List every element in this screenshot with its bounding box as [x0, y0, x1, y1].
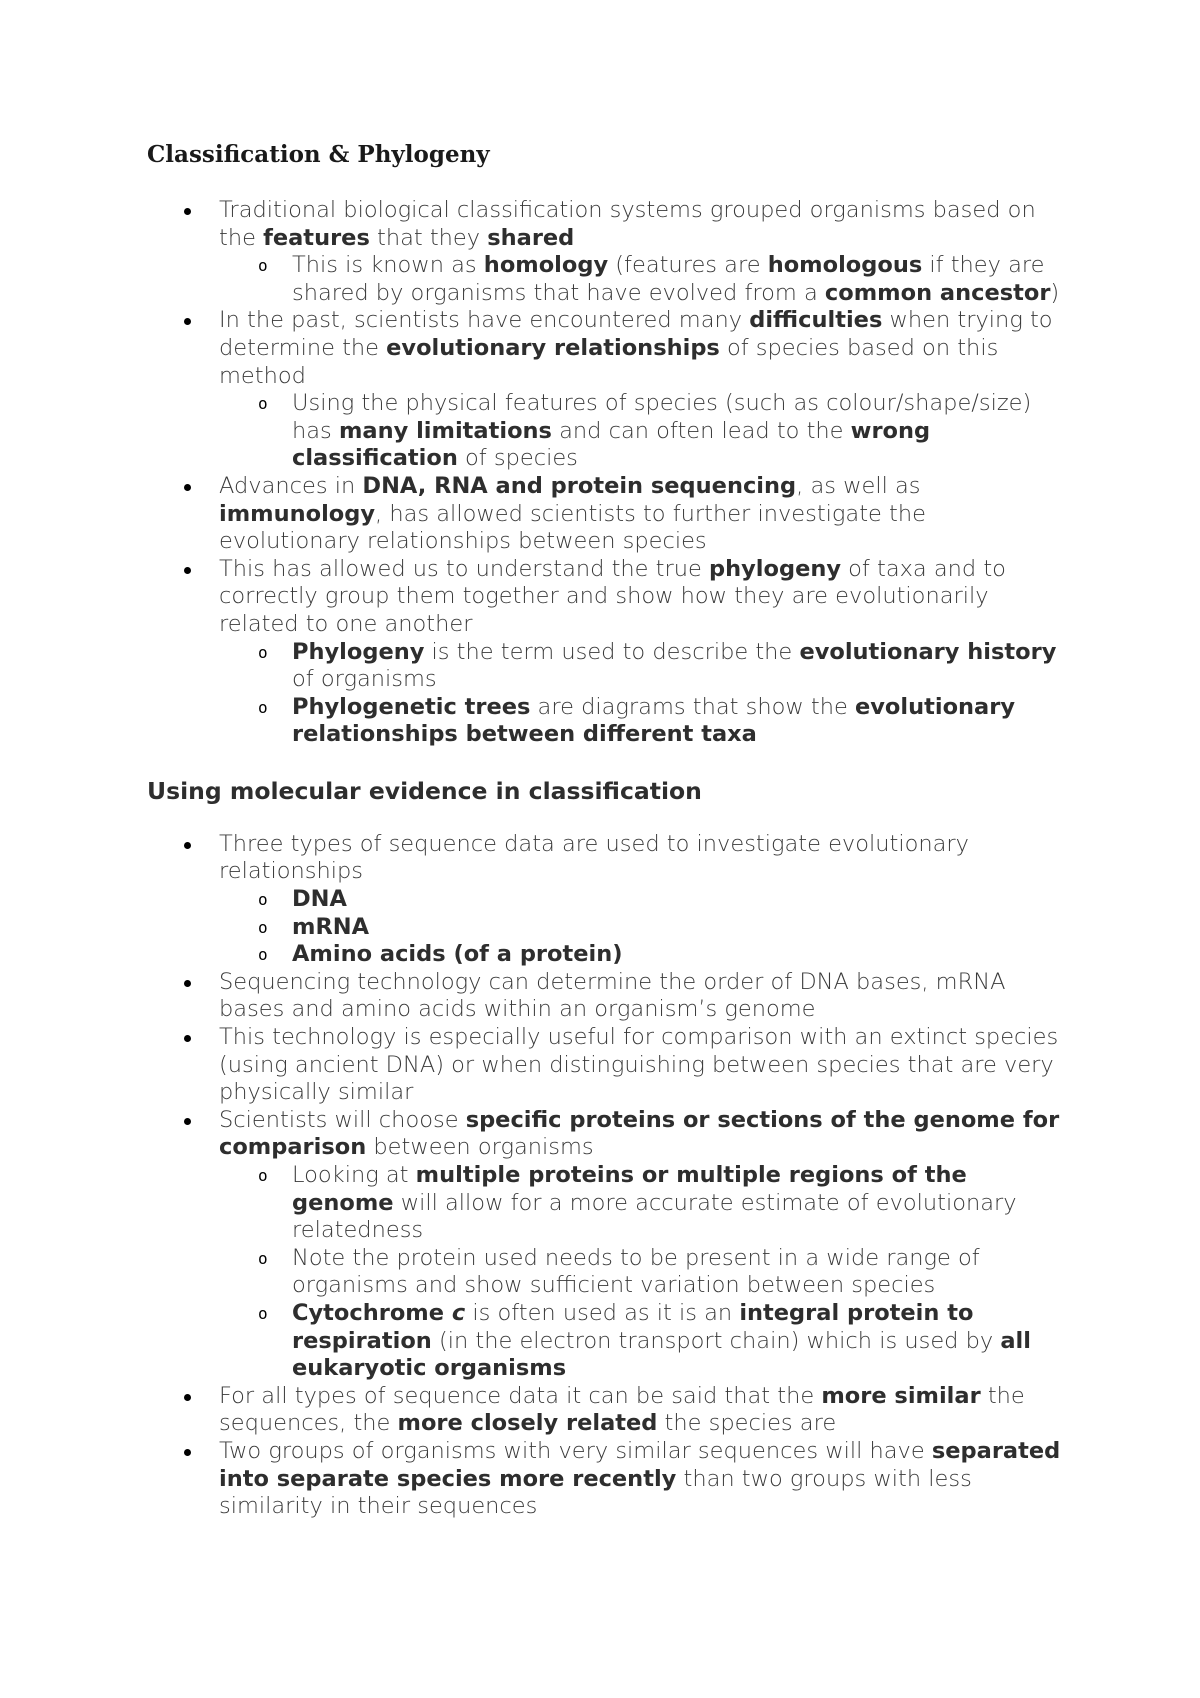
- keyword: Amino acids (of a protein): [292, 941, 623, 968]
- text: of species: [457, 445, 578, 472]
- list-item: [219, 1024, 1067, 1107]
- keyword: multiple proteins or multiple regions of the genome: [292, 1162, 967, 1216]
- list-item: [219, 197, 1067, 307]
- keyword: many limitations: [338, 417, 552, 444]
- sub-list-item: [292, 914, 1067, 942]
- sub-list-item: [292, 941, 1067, 969]
- text: the species are: [657, 1410, 837, 1437]
- keyword: features: [263, 224, 370, 251]
- keyword: immunology: [219, 500, 376, 527]
- list-item: [219, 969, 1067, 1024]
- text: Scientists will choose: [219, 1106, 466, 1133]
- text: Traditional biological classification systems grouped organisms based on the: [219, 197, 1036, 251]
- text: Using the physical features of species (such as colour/shape/size) has: [292, 390, 1032, 444]
- text: This technology is especially useful for comparison with an extinct species (using ancient DNA) or when distinguishing between species that are very physically similar: [219, 1024, 1059, 1106]
- list-item: [219, 556, 1067, 749]
- text: Advances in: [219, 472, 363, 499]
- text: of species based on this method: [219, 334, 999, 389]
- list-item: [219, 473, 1067, 556]
- sub-list-item: [292, 1245, 1067, 1300]
- text: Two groups of organisms with very similar sequences will have: [219, 1437, 932, 1464]
- keyword: difficulties: [749, 307, 883, 334]
- keyword: DNA, RNA and protein sequencing: [362, 472, 797, 499]
- text: of taxa and to correctly group them together and show how they are evolutionarily related to one another: [219, 555, 1006, 637]
- list-item: [219, 1438, 1067, 1521]
- text: the sequences, the: [219, 1382, 1025, 1437]
- keyword: DNA: [292, 886, 347, 913]
- text: than two groups with less similarity in their sequences: [219, 1465, 972, 1520]
- keyword: more closely related: [397, 1410, 658, 1437]
- sub-list: [219, 639, 1067, 749]
- text: , has allowed scientists to further investigate the evolutionary relationships between species: [219, 500, 926, 555]
- keyword: wrong classification: [292, 417, 931, 472]
- keyword: homologous: [767, 252, 923, 279]
- text: This has allowed us to understand the true: [219, 555, 709, 582]
- keyword: Phylogeny: [292, 638, 425, 665]
- sub-list-item: [292, 1162, 1067, 1245]
- text: between organisms: [366, 1134, 594, 1161]
- list-item: [219, 1383, 1067, 1438]
- heading-molecular-evidence: Using molecular evidence in classification: [147, 776, 702, 805]
- text: Note the protein used needs to be present in a wide range of organisms and show sufficient variation between species: [292, 1244, 980, 1299]
- text: is often used as it is an: [465, 1299, 740, 1326]
- text: is the term used to describe the: [424, 638, 800, 665]
- sub-list-item: [292, 694, 1067, 749]
- keyword: mRNA: [292, 913, 370, 940]
- text: when trying to determine the: [219, 307, 1053, 361]
- text: Sequencing technology can determine the order of DNA bases, mRNA bases and amino acids within an organism’s genome: [219, 968, 1006, 1023]
- text: , as well as: [796, 472, 921, 499]
- sub-list-item: [292, 252, 1067, 307]
- keyword-italic: c: [451, 1299, 466, 1326]
- keyword: integral protein to respiration: [292, 1299, 974, 1354]
- keyword: evolutionary relationships: [386, 334, 720, 361]
- sub-list: [219, 252, 1067, 307]
- keyword: specific proteins or sections of the genome for comparison: [219, 1106, 1060, 1161]
- text: will allow for a more accurate estimate of evolutionary relatedness: [292, 1189, 1017, 1244]
- keyword: homology: [483, 252, 609, 279]
- text: ): [1050, 279, 1060, 306]
- keyword: evolutionary history: [799, 638, 1057, 665]
- heading-classification-phylogeny: Classification & Phylogeny: [147, 141, 490, 168]
- list-item: [219, 1107, 1067, 1383]
- sub-list: [219, 1162, 1067, 1383]
- document: [147, 140, 1067, 1521]
- keyword: Cytochrome: [292, 1299, 452, 1326]
- text: and can often lead to the: [551, 417, 851, 444]
- keyword: separated into separate species more recently: [219, 1437, 1061, 1492]
- list-item: [219, 307, 1067, 473]
- bullet-list-molecular: [147, 831, 1067, 1521]
- keyword: more similar: [821, 1382, 981, 1409]
- text: This is known as: [292, 252, 484, 279]
- text: For all types of sequence data it can be said that the: [219, 1382, 822, 1409]
- text: if they are shared by organisms that have evolved from a: [292, 252, 1045, 306]
- keyword: Phylogenetic trees: [292, 693, 531, 720]
- keyword: shared: [487, 224, 575, 251]
- sub-list: [219, 886, 1067, 969]
- sub-list: [219, 390, 1067, 473]
- text: that they: [369, 224, 488, 251]
- text: (features are: [608, 252, 768, 279]
- sub-list-item: [292, 1300, 1067, 1383]
- sub-list-item: [292, 390, 1067, 473]
- keyword: common ancestor: [824, 279, 1051, 306]
- keyword: phylogeny: [709, 555, 842, 582]
- sub-list-item: [292, 886, 1067, 914]
- list-item: [219, 831, 1067, 969]
- text: In the past, scientists have encountered many: [219, 307, 750, 334]
- sub-list-item: [292, 639, 1067, 694]
- keyword: all eukaryotic organisms: [292, 1327, 1031, 1382]
- bullet-list-classification: [147, 197, 1067, 749]
- text: of organisms: [292, 666, 437, 693]
- text: Three types of sequence data are used to investigate evolutionary relationships: [219, 830, 969, 885]
- keyword: evolutionary relationships between different taxa: [292, 693, 1015, 748]
- text: (in the electron transport chain) which is used by: [431, 1327, 1001, 1354]
- text: are diagrams that show the: [530, 693, 855, 720]
- text: Looking at: [292, 1162, 416, 1188]
